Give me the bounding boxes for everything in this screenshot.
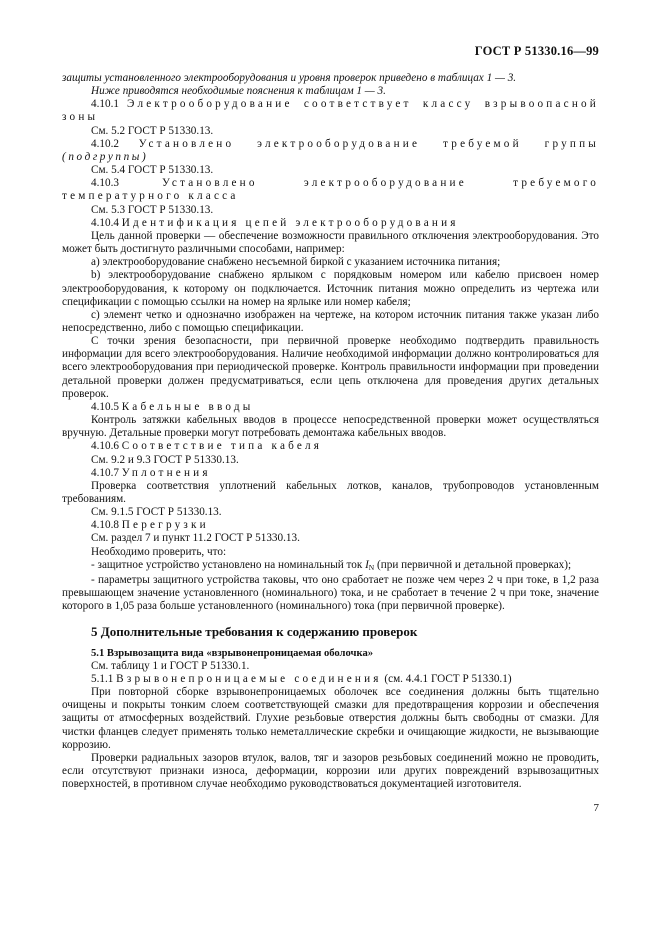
clause-4-10-6 xyxy=(62,440,599,453)
document-body xyxy=(62,72,599,791)
clause-4-10-3 xyxy=(62,177,599,203)
clause-title: Взрывонепроницаемые соединения xyxy=(116,672,382,685)
intro-note: Ниже приводятся необходимые пояснения к таблицам 1 — 3. xyxy=(91,85,386,98)
paragraph: Проверка соответствия уплотнений кабельных лотков, каналов, трубопроводов установленным требованиям. xyxy=(62,479,599,505)
dash-text: (при первичной и детальной проверках); xyxy=(374,558,572,571)
clause-title: Электрооборудование соответствует классу взрывоопасной зоны xyxy=(62,98,599,124)
paragraph: Необходимо проверить, что: xyxy=(91,545,227,558)
clause-number: 4.10.4 xyxy=(91,216,119,229)
clause-5-1-1 xyxy=(62,673,599,686)
clause-4-10-8 xyxy=(62,519,599,532)
standard-header: ГОСТ Р 51330.16—99 xyxy=(474,44,599,58)
reference: См. 9.2 и 9.3 ГОСТ Р 51330.13. xyxy=(91,453,239,466)
dash-item-1 xyxy=(62,559,599,574)
clause-number: 4.10.7 xyxy=(91,466,119,479)
clause-4-10-7 xyxy=(62,467,599,480)
reference: См. 5.2 ГОСТ Р 51330.13. xyxy=(91,124,214,137)
paragraph: Проверки радиальных зазоров втулок, валов, тяг и зазоров резьбовых соединений можно не проводить, если отсутствуют признаки износа, деформации, коррозии или других повреждений взрывозащитных поверхностей, в противном случае необходимо руководствоваться документацией изготовителя. xyxy=(62,751,599,791)
clause-number: 4.10.2 xyxy=(91,137,119,150)
clause-title: Установлено электрооборудование требуемого температурного класса xyxy=(62,177,599,203)
clause-number: 4.10.6 xyxy=(91,440,119,453)
clause-number: 4.10.3 xyxy=(91,177,119,190)
clause-title: Идентификация цепей электрооборудования xyxy=(121,216,459,229)
list-item-c: с) элемент четко и однозначно изображен на чертеже, на котором источник питания также указан либо непосредственно, либо с помощью спецификации. xyxy=(62,308,599,334)
clause-subtitle: (подгруппы) xyxy=(62,150,149,163)
clause-number: 4.10.5 xyxy=(91,400,119,413)
clause-4-10-2 xyxy=(62,138,599,164)
clause-number: 5.1.1 xyxy=(91,672,114,685)
list-item-a: а) электрооборудование снабжено несъемной биркой с указанием источника питания; xyxy=(91,256,501,269)
reference: См. таблицу 1 и ГОСТ Р 51330.1. xyxy=(91,659,250,672)
current-symbol: I xyxy=(365,558,369,571)
reference: См. раздел 7 и пункт 11.2 ГОСТ Р 51330.13. xyxy=(91,532,300,545)
paragraph: При повторной сборке взрывонепроницаемых оболочек все соединения должны быть тщательно очищены и покрыты тонким слоем соответствующей смазки для предотвращения коррозии и обеспечения защиты от атмосферных воздействий. Глухие резьбовые отверстия должны быть свободны от смазки. Для чистки фланцев следует применять только неметаллические скребки и очищающие жидкости, не вызывающие коррозию. xyxy=(62,686,599,751)
reference: См. 5.3 ГОСТ Р 51330.13. xyxy=(91,203,214,216)
clause-title: Соответствие типа кабеля xyxy=(121,440,323,453)
reference: (см. 4.4.1 ГОСТ Р 51330.1) xyxy=(384,672,512,685)
dash-item-2: - параметры защитного устройства таковы, что оно сработает не позже чем через 2 ч при токе, в 1,2 раза превышающем значение установленного (номинального) тока, и не сработает в течение 2 ч при токе, значение которого в 1,05 раза больше установленного (номинального) тока (при первичной проверке). xyxy=(62,573,599,613)
clause-title: Установлено электрооборудование требуемой группы xyxy=(138,137,599,150)
clause-4-10-5 xyxy=(62,401,599,414)
paragraph: С точки зрения безопасности, при первичной проверке необходимо подтвердить правильность информации для всего электрооборудования. Наличие необходимой информации должно контролироваться для всего электрооборудования при периодической проверке. Контроль правильности информации при проведении детальной проверки должен предусматриваться, если цепь отключена для проведения других детальных проверок. xyxy=(62,335,599,400)
dash-text: - защитное устройство установлено на номинальный ток xyxy=(91,558,366,571)
clause-title: Уплотнения xyxy=(121,466,211,479)
clause-4-10-1 xyxy=(62,98,599,124)
page-number: 7 xyxy=(593,802,599,814)
intro-paragraph: защиты установленного электрооборудования и уровня проверок приведено в таблицах 1 — 3. xyxy=(62,72,517,84)
clause-title: Кабельные вводы xyxy=(121,400,254,413)
subsection-5-1-heading: 5.1 Взрывозащита вида «взрывонепроницаемая оболочка» xyxy=(91,647,374,659)
clause-title: Перегрузки xyxy=(121,519,209,532)
reference: См. 9.1.5 ГОСТ Р 51330.13. xyxy=(91,506,222,519)
clause-4-10-4 xyxy=(62,217,599,230)
current-subscript: N xyxy=(368,562,375,572)
section-5-heading: 5 Дополнительные требования к содержанию проверок xyxy=(91,624,418,640)
clause-number: 4.10.1 xyxy=(91,98,119,111)
paragraph: Контроль затяжки кабельных вводов в процессе непосредственной проверки может осуществляться вручную. Детальные проверки могут потребовать демонтажа кабельных вводов. xyxy=(62,414,599,440)
clause-number: 4.10.8 xyxy=(91,519,119,532)
paragraph: Цель данной проверки — обеспечение возможности правильного отключения электрооборудования. Это может быть достигнуто различными способами, например: xyxy=(62,229,599,256)
reference: См. 5.4 ГОСТ Р 51330.13. xyxy=(91,164,214,177)
list-item-b: b) электрооборудование снабжено ярлыком с порядковым номером или кабелю присвоен номер электрооборудования, к которому он подключается. Источник питания можно определить из чертежа или спецификации с помощью ссылки на номер на ярлыке или номер кабеля; xyxy=(62,269,599,308)
